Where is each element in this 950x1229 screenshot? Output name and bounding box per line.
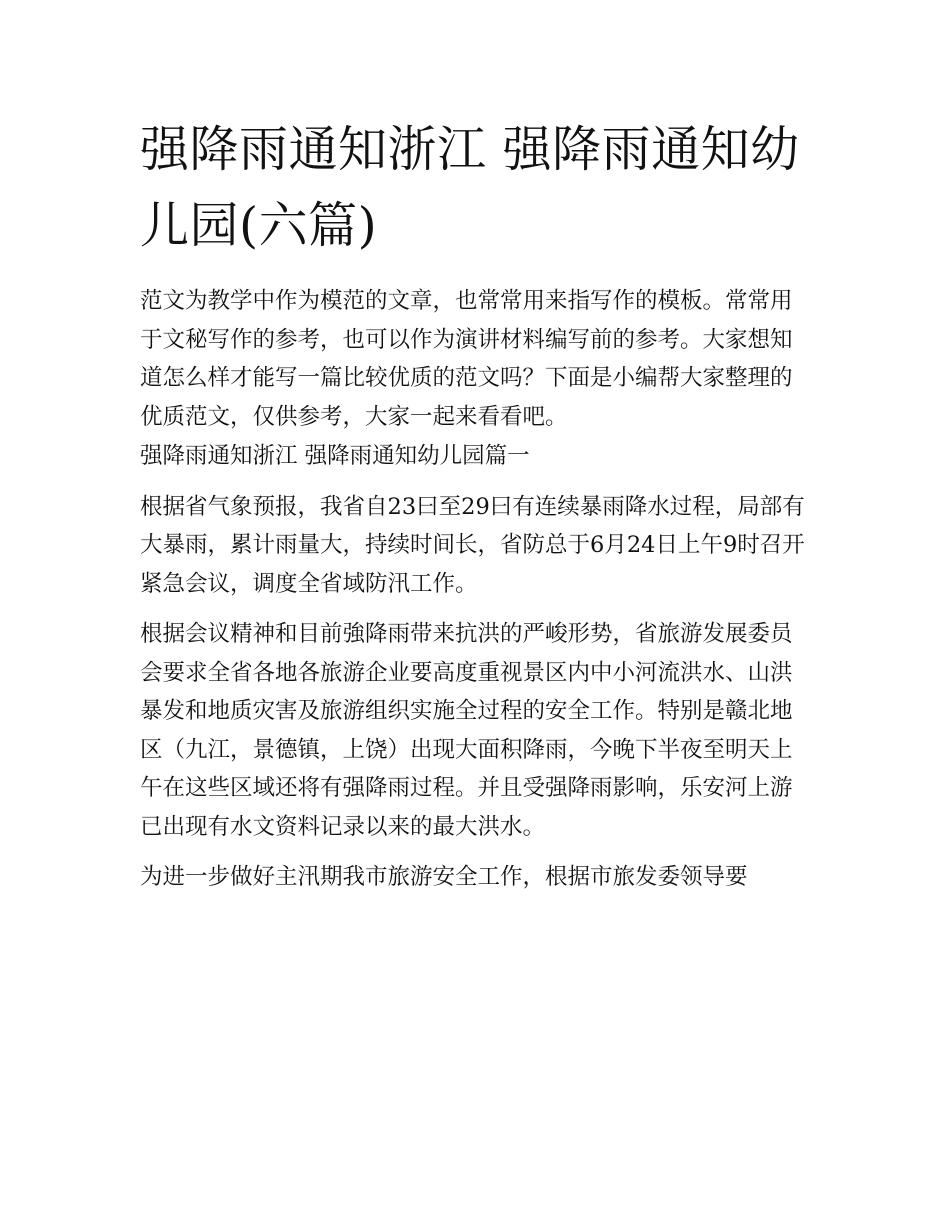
section-heading: 强降雨通知浙江 强降雨通知幼儿园篇一 xyxy=(140,443,530,469)
body-paragraph-forecast: 根据省气象预报，我省自23曰至29曰有连续暴雨降水过程，局部有大暴雨，累计雨量大，持续时间长，省防总于6月24日上午9时召开紧急会议，调度全省域防汛工作。 xyxy=(140,493,805,597)
document-title: 强降雨通知浙江 强降雨通知幼儿园(六篇) xyxy=(140,121,800,254)
body-paragraph-safety: 为进一步做好主汛期我市旅游安全工作，根据市旅发委领导要 xyxy=(140,864,748,890)
intro-paragraph: 范文为教学中作为模范的文章，也常常用来指写作的模板。常常用于文秘写作的参考，也可以作为演讲材料编写前的参考。大家想知道怎么样才能写一篇比较优质的范文吗？下面是小编帮大家整理的优质范文，仅供参考，大家一起来看看吧。 xyxy=(140,288,793,430)
body-paragraph-meeting: 根据会议精神和目前強降雨带来抗洪的严峻形势，省旅游发展委员会要求全省各地各旅游企业要高度重视景区内中小河流洪水、山洪暴发和地质灾害及旅游组织实施全过程的安全工作。特别是赣北地区（九江，景德镇，上饶）出现大面积降雨，今晚下半夜至明天上午在这些区域还将有强降雨过程。并且受强降雨影响，乐安河上游已出现有水文资料记录以来的最大洪水。 xyxy=(140,621,793,840)
